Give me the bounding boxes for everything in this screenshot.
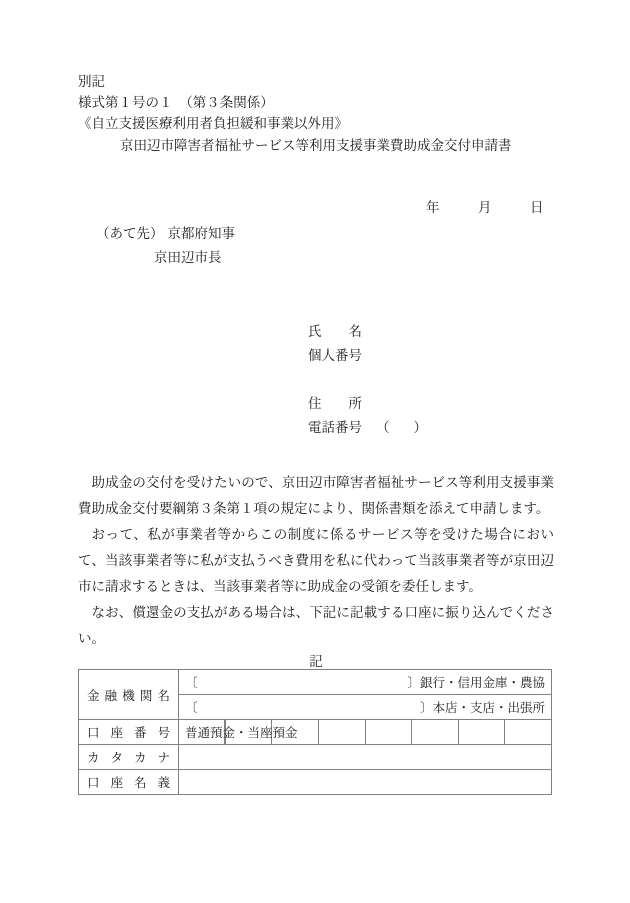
header-line-bekki: 別記	[78, 74, 105, 90]
account-digit-cell-3[interactable]	[318, 720, 365, 745]
account-digit-cell-4[interactable]	[365, 720, 412, 745]
account-holder-input-cell[interactable]	[179, 770, 552, 795]
table-row-account-holder	[79, 770, 552, 795]
applicant-phone-parens	[376, 416, 427, 440]
account-digit-cell-5[interactable]	[412, 720, 459, 745]
bank-name-label-cell	[79, 670, 179, 720]
applicant-block	[308, 320, 427, 440]
body-paragraph-3: なお、償還金の支払がある場合は、下記に記載する口座に振り込んでください。	[78, 605, 554, 647]
addressee-mayor: 京田辺市長	[154, 250, 222, 266]
body-paragraph-1: 助成金の交付を受けたいので、京田辺市障害者福祉サービス等利用支援事業費助成金交付要綱第３条第１項の規定により、関係書類を添えて申請します。	[78, 475, 554, 517]
katakana-label-cell	[79, 745, 179, 770]
document-header	[78, 72, 552, 157]
table-row-katakana	[79, 745, 552, 770]
date-line	[78, 196, 552, 216]
applicant-phone-label: 電話番号	[308, 420, 362, 436]
addressee-row-governor	[96, 222, 235, 246]
bank-type-options-text-1: 銀行・信用金庫・農協	[419, 675, 545, 690]
account-holder-label: 口座名義	[87, 775, 170, 790]
account-digit-cell-6[interactable]	[458, 720, 505, 745]
branch-type-options-text: 本店・支店・出張所	[432, 700, 545, 715]
date-month-label: 月	[478, 200, 492, 216]
bank-name-input-row-1[interactable]	[179, 670, 552, 695]
account-digit-cell-7[interactable]	[505, 720, 552, 745]
bracket-close-icon: 〕	[407, 675, 420, 690]
bracket-close-icon: 〕	[419, 700, 433, 715]
page-title: 京田辺市障害者福祉サービス等利用支援事業費助成金交付申請書	[120, 138, 512, 154]
applicant-mynumber-field[interactable]	[308, 344, 427, 368]
body-paragraph-2: おって、私が事業者等からこの制度に係るサービス等を受けた場合において、当該事業者等に私が支払うべき費用を私に代わって当該事業者等が京田辺市に請求するときは、当該事業者等に助成金の受領を委任します。	[78, 527, 554, 595]
bank-account-table	[78, 669, 552, 795]
bank-name-label: 金融機関名	[87, 687, 170, 703]
account-number-label-cell	[79, 720, 179, 745]
table-row-account-number	[79, 720, 552, 745]
applicant-address-label: 住所	[308, 396, 362, 412]
katakana-input-cell[interactable]	[179, 745, 552, 770]
phone-paren-open: （	[376, 420, 390, 436]
addressee-block	[96, 222, 235, 270]
header-line-form-number: 様式第１号の１ （第３条関係）	[78, 95, 274, 111]
account-number-label: 口座番号	[87, 725, 170, 740]
applicant-spacer	[308, 368, 427, 392]
bracket-open-icon: 〔	[185, 675, 198, 690]
account-holder-label-cell	[79, 770, 179, 795]
phone-paren-close: ）	[413, 420, 427, 436]
date-year-label: 年	[426, 200, 440, 216]
branch-type-options	[420, 698, 545, 716]
katakana-label: カタカナ	[87, 750, 170, 765]
applicant-phone-field[interactable]	[308, 416, 427, 440]
applicant-name-field[interactable]	[308, 320, 427, 344]
date-day-label: 日	[530, 200, 544, 216]
bank-type-options-1	[407, 673, 545, 691]
table-row-bank-name-1	[79, 670, 552, 695]
bracket-open-icon: 〔	[185, 700, 198, 715]
applicant-mynumber-label: 個人番号	[308, 348, 362, 364]
body-text	[78, 470, 554, 652]
account-type-options: 普通預金・当座預金	[185, 725, 298, 740]
ki-heading: 記	[309, 654, 323, 670]
bank-name-input-row-2[interactable]	[179, 695, 552, 720]
addressee-label: （あて先）	[96, 226, 164, 242]
addressee-row-mayor	[96, 246, 235, 270]
applicant-name-label: 氏名	[308, 324, 362, 340]
header-line-scope-note: 《自立支援医療利用者負担緩和事業以外用》	[78, 116, 348, 132]
applicant-address-field[interactable]	[308, 392, 427, 416]
account-type-cell[interactable]	[179, 720, 298, 745]
addressee-governor: 京都府知事	[167, 226, 235, 242]
